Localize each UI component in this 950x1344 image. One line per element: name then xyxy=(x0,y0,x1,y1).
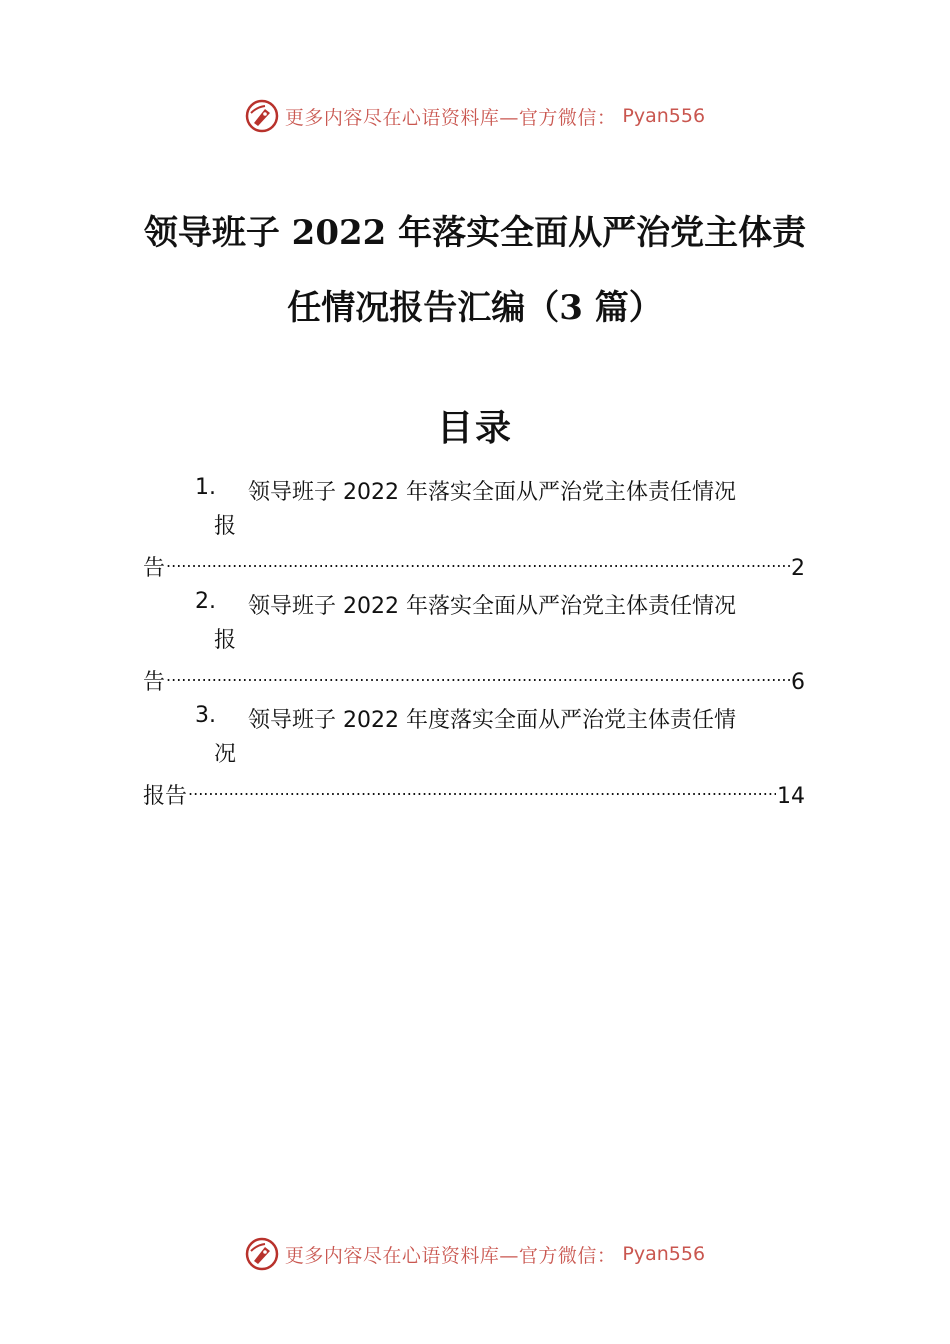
toc-entry-title-tail: 告 xyxy=(143,670,166,695)
toc-leader-line xyxy=(143,777,805,810)
toc-leader-line xyxy=(143,663,805,696)
toc-entry-title[interactable]: 领导班子 2022 年落实全面从严治党主体责任情况 xyxy=(248,594,736,619)
toc-dot-leader xyxy=(166,663,790,689)
toc-entry-title-wrap: 报 xyxy=(214,514,237,539)
toc-page-number[interactable]: 2 xyxy=(791,556,805,581)
pen-nib-logo-icon xyxy=(245,1237,279,1271)
toc-entry-title-wrap: 报 xyxy=(214,628,237,653)
toc-entry-title[interactable]: 领导班子 2022 年落实全面从严治党主体责任情况 xyxy=(248,480,736,505)
toc-entry-title[interactable]: 领导班子 2022 年度落实全面从严治党主体责任情 xyxy=(248,708,736,733)
wechat-id: Pyan556 xyxy=(622,105,706,127)
pen-nib-logo-icon xyxy=(245,99,279,133)
document-title-line-2: 任情况报告汇编（3 篇） xyxy=(287,288,663,328)
toc-page-number[interactable]: 14 xyxy=(777,784,805,809)
banner-content xyxy=(245,1237,705,1271)
header-banner xyxy=(0,96,950,136)
footer-banner xyxy=(0,1234,950,1274)
toc-dot-leader xyxy=(188,777,776,803)
toc-dot-leader xyxy=(166,549,790,575)
toc-entry-title-wrap: 况 xyxy=(214,742,237,767)
wechat-id: Pyan556 xyxy=(622,1243,706,1265)
toc-entry-title-tail: 告 xyxy=(143,556,166,581)
toc-entry-number: 2. xyxy=(195,589,216,614)
toc-leader-line xyxy=(143,549,805,582)
toc-heading: 目录 xyxy=(436,407,513,449)
banner-text: 更多内容尽在心语资料库—官方微信： xyxy=(284,106,617,129)
banner-text: 更多内容尽在心语资料库—官方微信： xyxy=(284,1244,617,1267)
banner-content xyxy=(245,99,705,133)
toc-page-number[interactable]: 6 xyxy=(791,670,805,695)
toc-entry-number: 1. xyxy=(195,475,216,500)
toc-entry-number: 3. xyxy=(195,703,216,728)
toc-entry-title-tail: 报告 xyxy=(143,784,188,809)
document-title-line-1: 领导班子 2022 年落实全面从严治党主体责 xyxy=(143,213,807,253)
